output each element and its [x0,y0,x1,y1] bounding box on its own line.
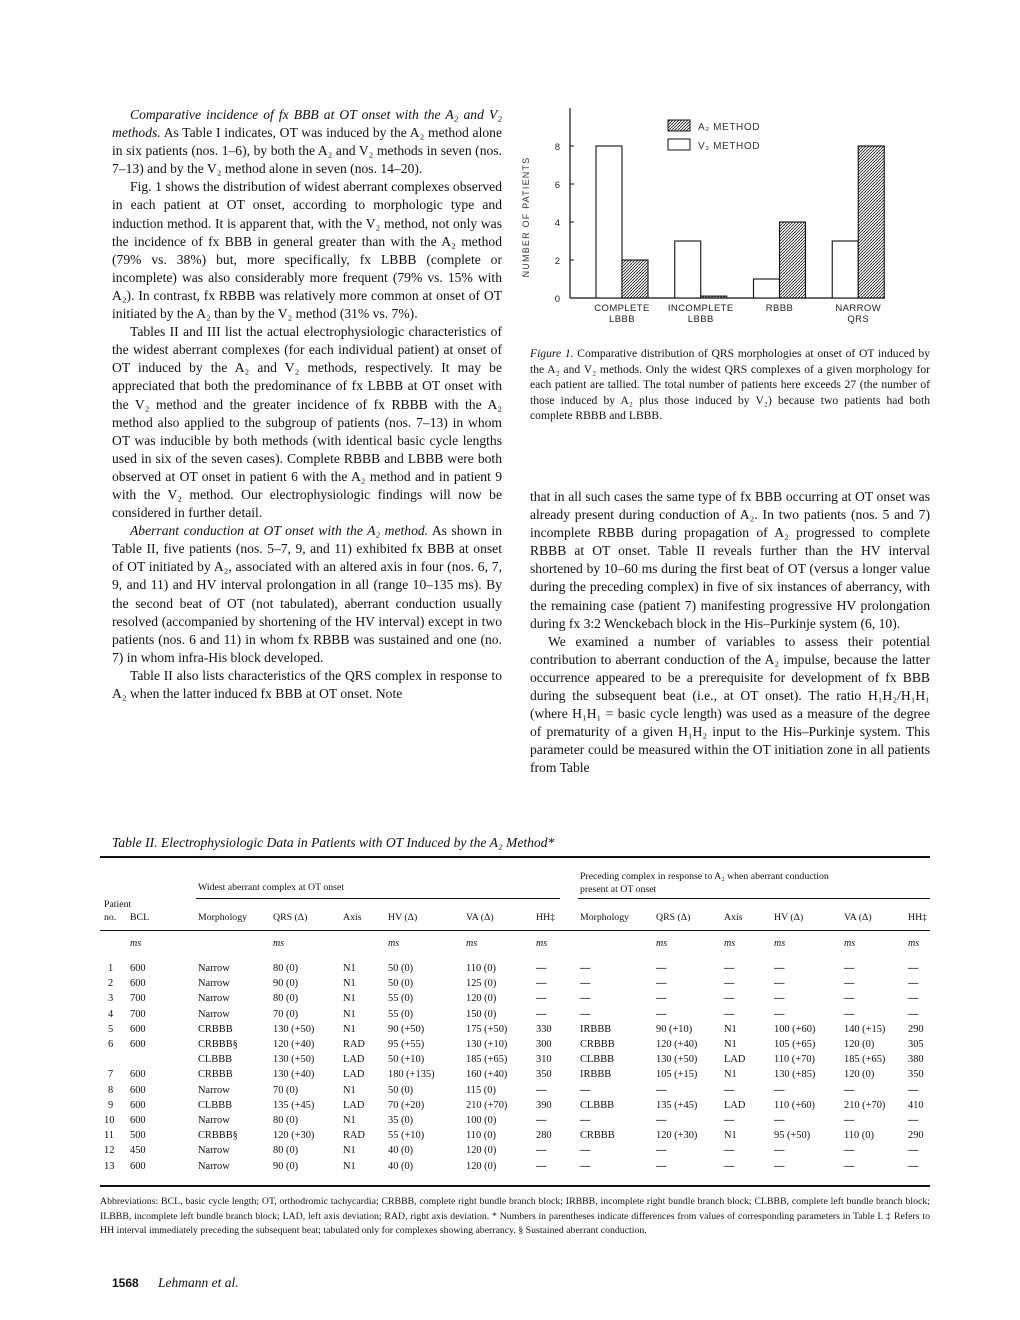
table-cell: — [908,1145,919,1157]
table-cell: 700 [130,993,146,1005]
left-text-column [112,106,502,703]
table-cell: 380 [908,1054,924,1066]
table-cell: 50 (0) [388,1084,414,1096]
bar-chart-svg [515,98,945,343]
bar-v2-method [675,241,701,298]
bar-a2-method [858,146,884,298]
table-cell: 90 (0) [273,1160,299,1172]
group-header-widest: Widest aberrant complex at OT onset [198,882,345,893]
right-paragraph: We examined a number of variables to assess their potential contribution to aberrant conduction of the A₂ impulse, because the latter occurrence appeared to be a prerequisite for development of fx BBB during the subsequent beat (i.e., at OT onset). The ratio H₁H₂/H₁H₁ (where H₁H₁ = basic cycle length) was used as a measure of the degree of prematurity of a given H₁H₂ input to the His–Purkinje system. This parameter could be measured within the OT initiation zone in all patients from Table [530,633,930,776]
table-cell: 110 (0) [466,1130,496,1142]
table-cell: Narrow [198,1115,230,1126]
column-header: Axis [724,912,743,923]
paragraph-text: As shown in Table II, five patients (nos. 5–7, 9, and 11) exhibited fx BBB at onset of OT initiated by A₂, associated with an altered axis in four (nos. 6, 7, 9, and 11) and HV interval prolongation in all (range 10–135 ms). By the second beat of OT (not tabulated), aberrant conduction usually resolved (accompanied by shortening of the HV interval) except in two patients (nos. 6 and 11) in whom fx RBBB was sustained and one (no. 7) in whom infra-His block developed. [112,523,502,665]
table-cell: — [580,1084,591,1096]
table-cell: Narrow [198,1145,230,1157]
table-cell: 100 (0) [466,1115,497,1126]
table-cell: 390 [536,1099,552,1111]
table-rule [196,898,560,899]
patient-number-cell: 6 [108,1039,114,1050]
table-cell: 210 (+70) [844,1099,886,1111]
table-cell: CLBBB [198,1099,233,1111]
table-cell: 300 [536,1039,552,1050]
paragraph-lead: Comparative incidence of fx BBB at OT onset with the A₂ and V₂ methods. [112,107,502,141]
unit-label: ms [130,938,142,949]
table-cell: — [580,1160,591,1172]
table-cell: 280 [536,1130,552,1142]
left-paragraph [112,667,502,703]
table-cell: 80 (0) [273,963,299,974]
table-cell: 600 [130,978,146,990]
table-cell: 175 (+50) [466,1023,508,1035]
y-tick-label: 6 [554,180,560,191]
patient-number-cell: 10 [104,1115,115,1126]
table-cell: — [774,1084,785,1096]
table-cell: 120 (+40) [656,1039,698,1050]
unit-label: ms [724,938,736,949]
table-cell: 600 [130,1023,146,1035]
table-cell: 135 (+45) [273,1099,315,1111]
column-header: HV (Δ) [388,912,418,923]
table-cell: 70 (0) [273,1084,299,1096]
table-cell: N1 [724,1130,737,1142]
table-cell: Narrow [198,963,230,974]
table-cell: 600 [130,1115,146,1126]
table-cell: 600 [130,1069,146,1081]
table-cell: N1 [343,1023,356,1035]
category-label: RBBB [765,303,794,314]
table-cell: 130 (+85) [774,1069,816,1081]
left-paragraph [112,323,502,522]
table-cell: Narrow [198,1084,230,1096]
table-cell: LAD [343,1099,365,1111]
running-author: Lehmann et al. [158,1275,239,1290]
figure-1-chart [515,98,945,343]
patient-header: Patient [104,899,132,910]
patient-number-cell: 9 [108,1099,114,1111]
table-cell: — [908,1160,919,1172]
table-cell: 50 (+10) [388,1054,425,1066]
table-cell: 55 (0) [388,993,414,1005]
table-cell: 105 (+65) [774,1039,816,1050]
patient-number-cell: 11 [104,1130,115,1142]
column-header: QRS (Δ) [273,912,308,923]
table-cell: 80 (0) [273,1145,299,1157]
table-cell: 700 [130,1008,146,1020]
table-cell: LAD [343,1069,365,1081]
table-cell: 130 (+50) [273,1054,315,1066]
legend-swatch [668,139,690,150]
table-cell: — [580,978,591,990]
table-cell: N1 [343,1160,356,1172]
paragraph-text: Table II also lists characteristics of the QRS complex in response to A₂ when the latter induced fx BBB at OT onset. Note [112,667,502,701]
figure-caption-text: Comparative distribution of QRS morphologies at onset of OT induced by the A₂ and V₂ methods. Only the widest QRS complexes of a given morphology for each patient are tallied. The total number of patients here exceeds 27 (the number of those induced by A₂ plus those induced by V₂) because two patients had both complete RBBB and LBBB. [530,347,930,422]
patient-number-cell: 1 [108,963,114,974]
y-axis-label: NUMBER OF PATIENTS [521,156,531,278]
table-cell: — [656,1084,667,1096]
table-cell: — [536,963,547,974]
table-cell: N1 [343,963,356,974]
table-cell: 40 (0) [388,1160,414,1172]
left-paragraph [112,106,502,178]
table-cell: — [774,978,785,990]
column-header: Axis [343,912,362,923]
table-cell: — [774,963,785,974]
right-text-column [530,488,930,778]
page-number: 1568 [112,1276,139,1290]
table-cell: 35 (0) [388,1115,414,1126]
left-paragraph [112,522,502,667]
table-cell: IRBBB [580,1023,612,1035]
table-cell: — [580,993,591,1005]
table-cell: — [536,993,547,1005]
y-tick-label: 8 [554,142,560,153]
patient-number-cell: 13 [104,1160,115,1172]
table-cell: — [844,993,855,1005]
table-cell: 135 (+45) [656,1099,698,1111]
table-cell: — [844,1145,855,1157]
table-cell: — [724,1145,735,1157]
table-cell: 70 (+20) [388,1099,425,1111]
table-cell: RAD [343,1039,365,1050]
table-cell: 120 (+30) [273,1130,315,1142]
table-cell: 290 [908,1130,924,1142]
table-cell: — [656,993,667,1005]
table-cell: CRBBB [580,1130,615,1142]
table-cell: N1 [343,1008,356,1020]
patient-number-cell: 5 [108,1023,114,1035]
legend-label: V₂ METHOD [698,141,761,152]
table-cell: 330 [536,1023,552,1035]
table-cell: — [774,1008,785,1020]
unit-label: ms [388,938,400,949]
table-cell: CLBBB [580,1099,615,1111]
table-cell: LAD [724,1054,746,1066]
table-cell: 50 (0) [388,963,414,974]
table-cell: — [536,1115,547,1126]
table-cell: 450 [130,1145,146,1157]
table-cell: 90 (+50) [388,1023,425,1035]
table-cell: — [844,1115,855,1126]
table-cell: — [844,978,855,990]
table-cell: N1 [343,1115,356,1126]
table-cell: 600 [130,1160,146,1172]
table-cell: — [774,1160,785,1172]
table-cell: — [536,1160,547,1172]
table-cell: 115 (0) [466,1084,496,1096]
bar-v2-method [596,146,622,298]
table-cell: CRBBB [198,1069,233,1081]
unit-label: ms [536,938,548,949]
table-cell: 185 (+65) [844,1054,886,1066]
column-header: VA (Δ) [466,912,494,923]
table-rule [100,856,930,858]
category-label: LBBB [687,314,714,325]
table-cell: — [724,1008,735,1020]
table-cell: N1 [343,1145,356,1157]
bar-a2-method [780,222,806,298]
table-footnote: Abbreviations: BCL, basic cycle length; OT, orthodromic tachycardia; CRBBB, complete right bundle branch block; IRBBB, incomplete right bundle branch block; CLBBB, complete left bundle branch block; ILBBB, incomplete left bundle branch block; LAD, left axis deviation; RAD, right axis deviation. * Numbers in parentheses indicate differences from values of corresponding parameters in Table I. ‡ Refers to HH interval immediately preceding the subsequent beat; tabulated only for complexes showing aberrancy. § Sustained aberrant conduction. [100,1196,930,1236]
table-cell: — [844,1084,855,1096]
table-cell: — [580,1115,591,1126]
table-cell: 50 (0) [388,978,414,990]
table-cell: — [656,1160,667,1172]
table-cell: — [908,1008,919,1020]
figure-label: Figure 1. [530,347,574,360]
table-cell: — [908,1115,919,1126]
table-cell: 110 (0) [466,963,496,974]
table-cell: 95 (+55) [388,1039,425,1050]
table-cell: 130 (+10) [466,1039,508,1050]
group-header-preceding-1: Preceding complex in response to A₂ when aberrant conduction [580,871,829,882]
table-cell: 120 (0) [466,1145,497,1157]
table-cell: 180 (+135) [388,1069,435,1081]
table-cell: 80 (0) [273,993,299,1005]
table-cell: 110 (0) [844,1130,874,1142]
category-label: LBBB [609,314,635,325]
table-cell: — [844,1008,855,1020]
table-cell: 160 (+40) [466,1069,508,1081]
column-header: HH‡ [908,912,928,923]
table-cell: LAD [343,1054,365,1066]
table-cell: 120 (0) [466,993,497,1005]
table-cell: 130 (+50) [656,1054,698,1066]
y-tick-label: 2 [554,256,560,267]
left-paragraph [112,178,502,323]
table-cell: Narrow [198,993,230,1005]
table-cell: — [724,1084,735,1096]
table-cell: Narrow [198,978,230,990]
patient-no-header: no. [104,912,117,923]
patient-number-cell: 7 [108,1069,114,1081]
table-cell: N1 [343,1084,356,1096]
table-cell: 410 [908,1099,924,1111]
table-cell: 500 [130,1130,146,1142]
table-cell: 120 (0) [844,1069,875,1081]
column-header: Morphology [198,912,247,923]
patient-number-cell: 3 [108,993,114,1005]
bar-v2-method [754,279,780,298]
column-header: HV (Δ) [774,912,804,923]
table-rule [100,1185,930,1187]
table-cell: 150 (0) [466,1008,497,1020]
table-cell: — [908,993,919,1005]
table-cell: — [536,978,547,990]
table-cell: — [656,1115,667,1126]
category-label: INCOMPLETE [667,303,734,314]
table-rule [578,898,930,899]
table-cell: — [724,993,735,1005]
legend-swatch [668,120,690,131]
table-title: Table II. Electrophysiologic Data in Patients with OT Induced by the A₂ Method* [112,835,555,850]
table-cell: N1 [343,978,356,990]
table-cell: 290 [908,1023,924,1035]
table-cell: — [774,993,785,1005]
paragraph-text: Fig. 1 shows the distribution of widest aberrant complexes observed in each patient at OT onset, according to morphologic type and induction method. It is apparent that, with the V₂ method, not only was the incidence of fx BBB in general greater than with the A₂ method (79% vs. 38%) but, more specifically, fx LBBB (complete or incomplete) was also considerably more frequent (79% vs. 15% with A₂). In contrast, fx RBBB was relatively more common at onset of OT initiated by the A₂ than by the V₂ method (31% vs. 7%). [112,179,502,322]
column-header: BCL [130,912,150,923]
patient-number-cell: 12 [104,1145,115,1157]
table-cell: 130 (+40) [273,1069,315,1081]
table-cell: N1 [724,1023,737,1035]
legend-label: A₂ METHOD [698,122,761,133]
table-cell: — [656,963,667,974]
unit-label: ms [273,938,285,949]
category-label: COMPLETE [594,303,650,314]
table-cell: — [844,1160,855,1172]
table-cell: — [724,1115,735,1126]
table-cell: N1 [343,993,356,1005]
column-header: HH‡ [536,912,556,923]
table-cell: CLBBB [198,1054,233,1066]
table-cell: N1 [724,1039,737,1050]
y-tick-label: 4 [554,218,560,229]
table-cell: 305 [908,1039,924,1050]
table-cell: 350 [908,1069,924,1081]
table-cell: — [774,1145,785,1157]
paragraph-text: Tables II and III list the actual electrophysiologic characteristics of the widest aberrant complexes (for each individual patient) at onset of OT induced by the A₂ and V₂ methods, respectively. It may be appreciated that both the predominance of fx LBBB at OT onset with the V₂ method and the greater incidence of fx RBBB with the A₂ method also applied to the subgroup of patients (nos. 7–13) in whom OT was inducible by both methods (with identical basic cycle lengths used in six of the seven cases). Complete RBBB and LBBB were both observed at OT onset in patient 6 with the A₂ method and in patient 9 with the V₂ method. Our electrophysiologic findings will now be considered in further detail. [112,324,502,521]
column-header: QRS (Δ) [656,912,691,923]
bar-a2-method [701,296,727,298]
table-cell: — [724,963,735,974]
table-cell: 105 (+15) [656,1069,698,1081]
table-cell: — [908,1084,919,1096]
patient-number-cell: 4 [108,1008,114,1020]
table-cell: — [656,1008,667,1020]
unit-label: ms [774,938,786,949]
table-cell: N1 [724,1069,737,1081]
table-cell: 90 (+10) [656,1023,693,1035]
table-cell: Narrow [198,1008,230,1020]
table-cell: Narrow [198,1160,230,1172]
unit-label: ms [844,938,856,949]
table-cell: RAD [343,1130,365,1142]
table-cell: — [536,1008,547,1020]
table-cell: — [580,963,591,974]
table-cell: — [580,1145,591,1157]
table-cell: — [580,1008,591,1020]
table-cell: 55 (+10) [388,1130,425,1142]
table-cell: 110 (+60) [774,1099,815,1111]
table-cell: 120 (0) [466,1160,497,1172]
table-cell: — [844,963,855,974]
table-cell: — [536,1145,547,1157]
column-header: Morphology [580,912,629,923]
column-header: VA (Δ) [844,912,872,923]
table-cell: CRBBB [580,1039,615,1050]
table-cell: 120 (0) [844,1039,875,1050]
patient-number-cell: 8 [108,1084,114,1096]
table-cell: — [724,978,735,990]
table-cell: 350 [536,1069,552,1081]
table-cell: — [908,963,919,974]
table-cell: 70 (0) [273,1008,299,1020]
bar-v2-method [832,241,858,298]
table-cell: 600 [130,963,146,974]
table-cell: 600 [130,1084,146,1096]
patient-number-cell: 2 [108,978,114,990]
table-cell: 120 (+30) [656,1130,698,1142]
table-cell: — [774,1115,785,1126]
table-rule [100,930,930,931]
figure-caption [530,346,930,424]
table-cell: 130 (+50) [273,1023,315,1035]
table-cell: 210 (+70) [466,1099,508,1111]
table-cell: 140 (+15) [844,1023,886,1035]
table-cell: 185 (+65) [466,1054,508,1066]
table-cell: — [908,978,919,990]
table-cell: — [724,1160,735,1172]
table-cell: 40 (0) [388,1145,414,1157]
table-cell: 95 (+50) [774,1130,811,1142]
right-paragraph: that in all such cases the same type of fx BBB occurring at OT onset was already present during conduction of A₂. In two patients (nos. 5 and 7) incomplete RBBB during propagation of A₂ progressed to complete RBBB at OT onset. Table II reveals further than the HV interval shortened by 10–60 ms during the first beat of OT (versus a longer value during the preceding complex) in five of six instances of aberrancy, with the remaining case (patient 7) manifesting progressive HV prolongation during fx 3:2 Wenckebach block in the His–Purkinje system (6, 10). [530,489,930,631]
table-cell: CRBBB§ [198,1130,238,1142]
group-header-preceding-2: present at OT onset [580,884,657,895]
table-cell: 100 (+60) [774,1023,816,1035]
table-cell: 600 [130,1099,146,1111]
category-label: QRS [847,314,870,325]
table-cell: LAD [724,1099,746,1111]
y-tick-label: 0 [554,294,560,305]
table-cell: — [656,1145,667,1157]
table-cell: — [536,1084,547,1096]
table-cell: CLBBB [580,1054,615,1066]
table-cell: 600 [130,1039,146,1050]
table-cell: 110 (+70) [774,1054,815,1066]
paragraph-lead: Aberrant conduction at OT onset with the A₂ method. [130,523,429,539]
table-cell: 310 [536,1054,552,1066]
table-cell: CRBBB§ [198,1039,238,1050]
table-cell: 125 (0) [466,978,497,990]
unit-label: ms [466,938,478,949]
paragraph-text: As Table I indicates, OT was induced by the A₂ method alone in six patients (nos. 1–6), by both the A₂ and V₂ methods in seven (nos. 7–13) and by the V₂ method alone in seven (nos. 14–20). [112,125,502,177]
unit-label: ms [656,938,668,949]
table-cell: 55 (0) [388,1008,414,1020]
unit-label: ms [908,938,920,949]
table-cell: IRBBB [580,1069,612,1081]
category-label: NARROW [835,303,882,314]
table-cell: 80 (0) [273,1115,299,1126]
table-cell: 120 (+40) [273,1039,315,1050]
table-cell: 90 (0) [273,978,299,990]
table-cell: CRBBB [198,1023,233,1035]
table-cell: — [656,978,667,990]
bar-a2-method [622,260,648,298]
